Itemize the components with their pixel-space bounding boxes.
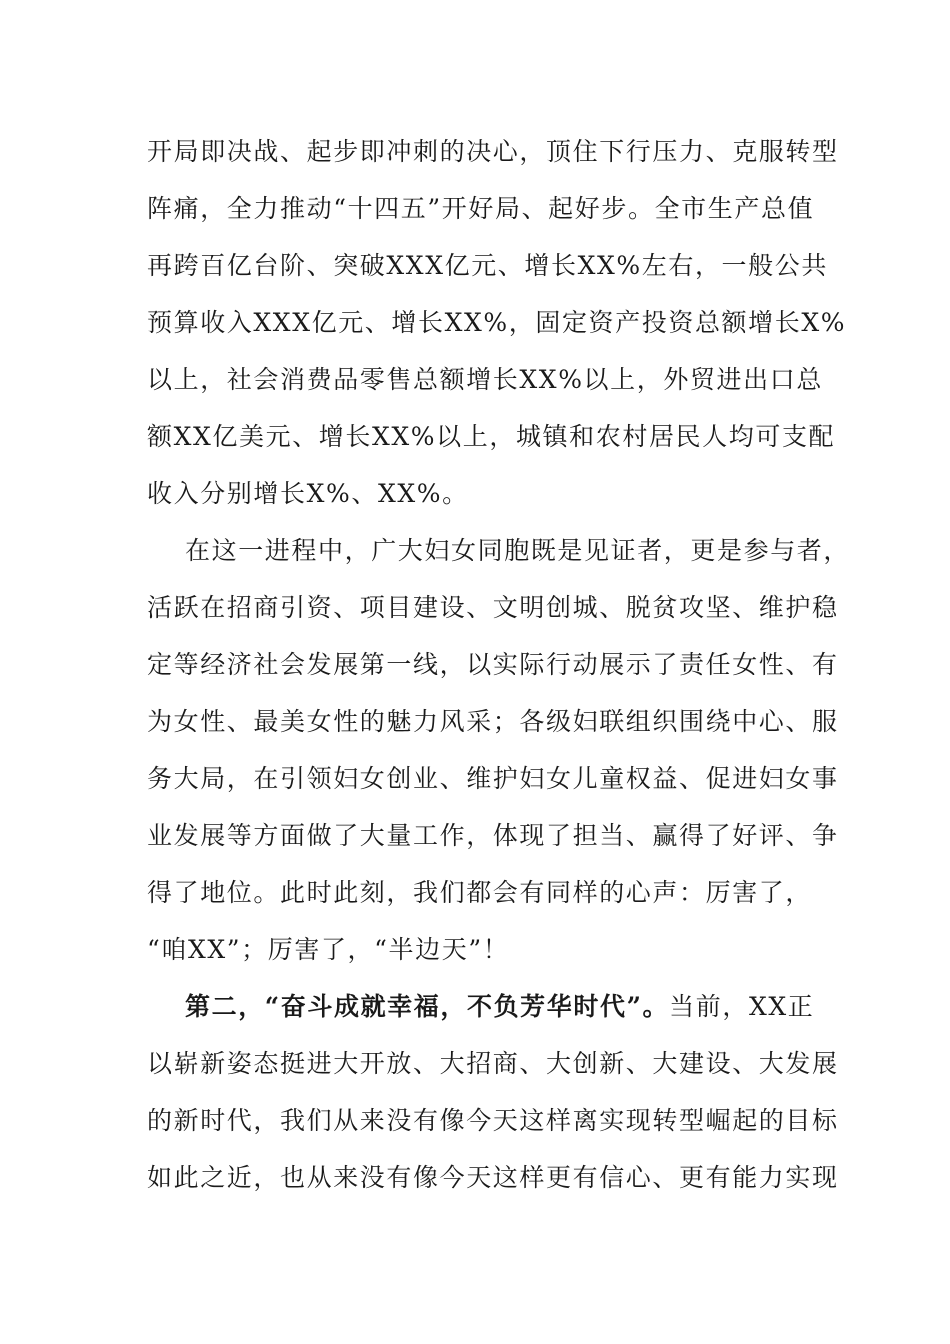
paragraph-1-line-2: 阵痛，全力推动“十四五”开好局、起好步。全市生产总值 bbox=[147, 194, 815, 223]
paragraph-2-line-7: 得了地位。此时此刻，我们都会有同样的心声：厉害了， bbox=[147, 878, 813, 907]
paragraph-2-line-4: 为女性、最美女性的魅力风采；各级妇联组织围绕中心、服 bbox=[147, 707, 839, 736]
section-heading: 第二，“奋斗成就幸福，不负芳华时代”。 bbox=[185, 992, 670, 1021]
paragraph-3-line-2: 以崭新姿态挺进大开放、大招商、大创新、大建设、大发展 bbox=[147, 1049, 839, 1078]
paragraph-1-line-7: 收入分别增长X%、XX%。 bbox=[147, 479, 469, 508]
paragraph-2-line-5: 务大局，在引领妇女创业、维护妇女儿童权益、促进妇女事 bbox=[147, 764, 839, 793]
paragraph-2-line-1: 在这一进程中，广大妇女同胞既是见证者，更是参与者， bbox=[185, 536, 851, 565]
paragraph-1-line-4: 预算收入XXX亿元、增长XX%，固定资产投资总额增长X% bbox=[147, 308, 847, 337]
paragraph-1-line-3: 再跨百亿台阶、突破XXX亿元、增长XX%左右，一般公共 bbox=[147, 251, 828, 280]
paragraph-1-line-1: 开局即决战、起步即冲刺的决心，顶住下行压力、克服转型 bbox=[147, 137, 839, 166]
paragraph-3-line-3: 的新时代，我们从来没有像今天这样离实现转型崛起的目标 bbox=[147, 1106, 839, 1135]
paragraph-2-line-8: “咱XX”；厉害了，“半边天”！ bbox=[147, 935, 510, 964]
paragraph-2-line-3: 定等经济社会发展第一线，以实际行动展示了责任女性、有 bbox=[147, 650, 839, 679]
paragraph-3-line-1 bbox=[185, 987, 835, 1027]
paragraph-2-line-6: 业发展等方面做了大量工作，体现了担当、赢得了好评、争 bbox=[147, 821, 839, 850]
paragraph-3-line-4: 如此之近，也从来没有像今天这样更有信心、更有能力实现 bbox=[147, 1163, 839, 1192]
paragraph-3-line-1-rest: 当前，XX正 bbox=[669, 992, 815, 1021]
paragraph-1-line-5: 以上，社会消费品零售总额增长XX%以上，外贸进出口总 bbox=[147, 365, 823, 394]
paragraph-2-line-2: 活跃在招商引资、项目建设、文明创城、脱贫攻坚、维护稳 bbox=[147, 593, 839, 622]
paragraph-1-line-6: 额XX亿美元、增长XX%以上，城镇和农村居民人均可支配 bbox=[147, 422, 836, 451]
